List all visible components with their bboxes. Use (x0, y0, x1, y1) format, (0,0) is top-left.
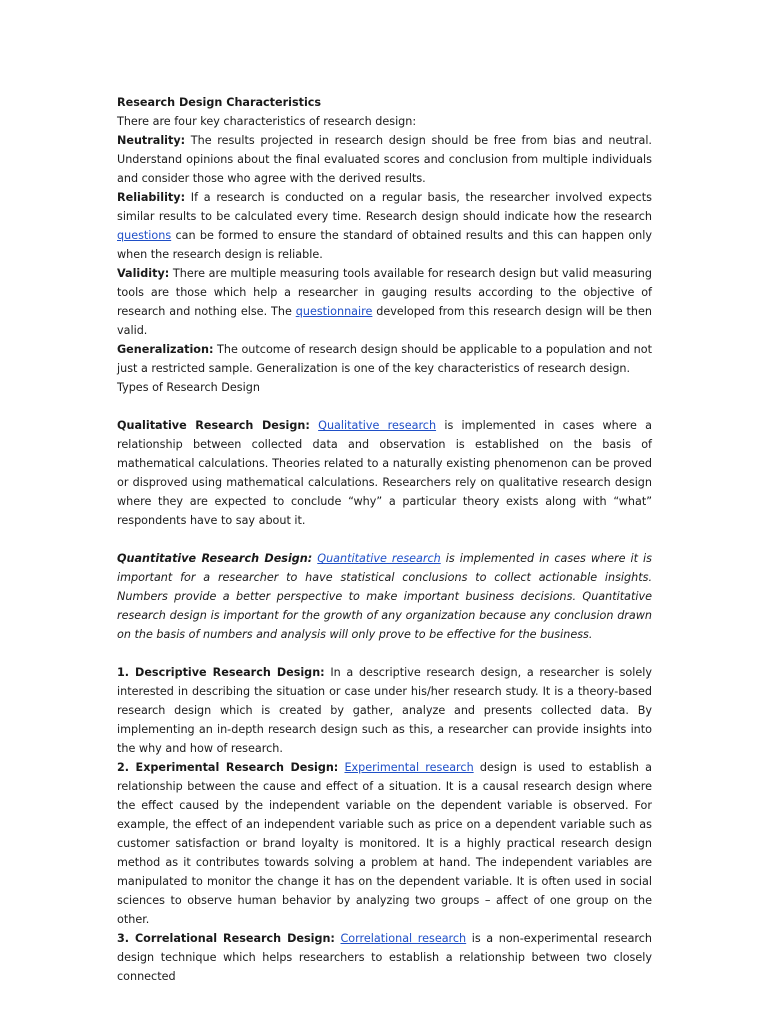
generalization-paragraph: Generalization: The outcome of research design should be applicable to a population and not just a restricted sample. Generalization is one of the key characteristics of research design. (117, 343, 652, 375)
quantitative-research-link[interactable]: Quantitative research (317, 552, 441, 565)
qualitative-label: Qualitative Research Design: (117, 419, 310, 432)
questions-link[interactable]: questions (117, 229, 172, 242)
correlational-paragraph: 3. Correlational Research Design: Correlational research is a non-experimental research design technique which helps researchers to establish a relationship between two closely connected (117, 932, 653, 983)
intro-text: There are four key characteristics of research design: (117, 115, 417, 128)
neutrality-paragraph: Neutrality: The results projected in research design should be free from bias and neutral. Understand opinions about the final evaluated scores and conclusion from multiple individuals and consider those who agree with the derived results. (117, 134, 652, 185)
descriptive-label: 1. Descriptive Research Design: (117, 666, 325, 679)
experimental-research-link[interactable]: Experimental research (344, 761, 474, 774)
validity-label: Validity: (117, 267, 170, 280)
qualitative-paragraph: Qualitative Research Design: Qualitative research is implemented in cases where a relationship between collected data and observation is established on the basis of mathematical calculations. Theories related to a naturally existing phenomenon can be proved or disproved using mathematical calculations. Researchers rely on qualitative research design where they are expected to conclude “why” a particular theory exists along with “what” respondents have to say about it. (117, 419, 653, 527)
descriptive-paragraph: 1. Descriptive Research Design: In a descriptive research design, a researcher is solely interested in describing the situation or case under his/her research study. It is a theory-based research design which is created by gather, analyze and presents collected data. By implementing an in-depth research design such as this, a researcher can provide insights into the why and how of research. (117, 666, 652, 755)
correlational-research-link[interactable]: Correlational research (340, 932, 467, 945)
document-title: Research Design Characteristics (117, 96, 322, 109)
experimental-paragraph: 2. Experimental Research Design: Experimental research design is used to establish a relationship between the cause and effect of a situation. It is a causal research design where the effect caused by the independent variable on the dependent variable is observed. For example, the effect of an independent variable such as price on a dependent variable such as customer satisfaction or brand loyalty is monitored. It is a highly practical research design method as it contributes towards solving a problem at hand. The independent variables are manipulated to monitor the change it has on the dependent variable. It is often used in social sciences to observe human behavior by analyzing two groups – affect of one group on the other. (117, 761, 652, 926)
quantitative-label: Quantitative Research Design: (117, 552, 313, 565)
generalization-label: Generalization: (117, 343, 214, 356)
questionnaire-link[interactable]: questionnaire (295, 305, 373, 318)
neutrality-label: Neutrality: (117, 134, 186, 147)
document-page (117, 93, 652, 986)
reliability-label: Reliability: (117, 191, 186, 204)
correlational-label: 3. Correlational Research Design: (117, 932, 335, 945)
types-heading: Types of Research Design (117, 381, 260, 394)
experimental-label: 2. Experimental Research Design: (117, 761, 339, 774)
validity-paragraph: Validity: There are multiple measuring tools available for research design but valid measuring tools are those which help a researcher in gauging results according to the objective of research and nothing else. The questionnaire developed from this research design will be then valid. (117, 267, 652, 337)
reliability-paragraph: Reliability: If a research is conducted on a regular basis, the researcher involved expects similar results to be calculated every time. Research design should indicate how the research questions can be formed to ensure the standard of obtained results and this can happen only when the research design is reliable. (117, 191, 652, 261)
quantitative-paragraph: Quantitative Research Design: Quantitative research is implemented in cases where it is important for a researcher to have statistical conclusions to collect actionable insights. Numbers provide a better perspective to make important business decisions. Quantitative research design is important for the growth of any organization because any conclusion drawn on the basis of numbers and analysis will only prove to be effective for the business. (117, 552, 652, 641)
qualitative-research-link[interactable]: Qualitative research (318, 419, 437, 432)
